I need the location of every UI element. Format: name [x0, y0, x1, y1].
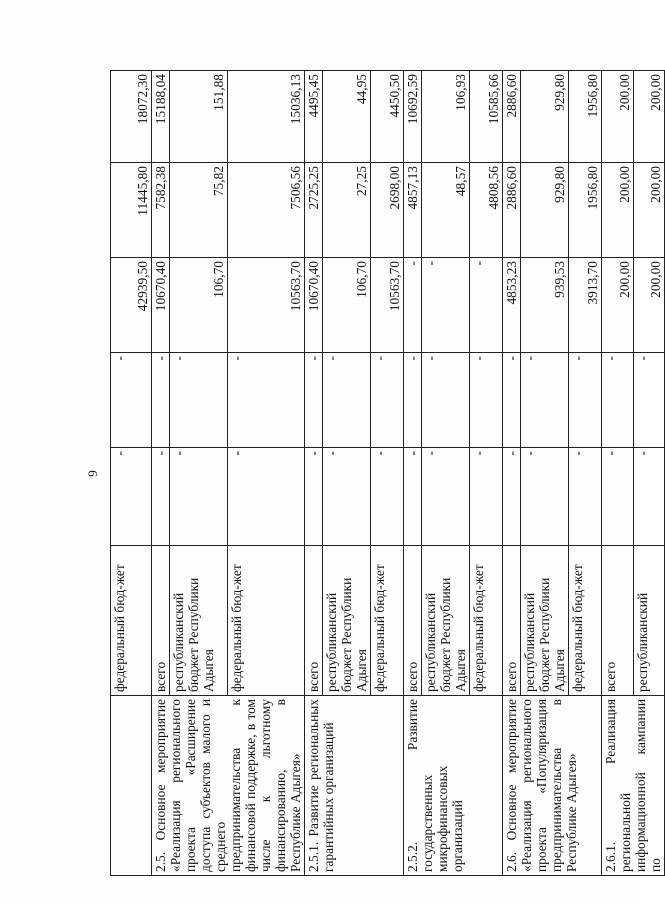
value-cell: -: [111, 353, 152, 448]
value-cell: 2886,60: [503, 163, 521, 258]
funding-source: федеральный бюд-жет: [470, 546, 503, 696]
value-cell: -: [305, 448, 323, 546]
budget-table: [110, 70, 665, 876]
value-cell: 929,80: [521, 71, 569, 163]
rotated-content: [85, 71, 663, 876]
funding-source: всего: [602, 546, 634, 696]
value-cell: -: [404, 448, 422, 546]
funding-source: всего: [305, 546, 323, 696]
value-cell: 10585,66: [470, 71, 503, 163]
value-cell: 151,88: [170, 71, 228, 163]
value-cell: -: [152, 353, 170, 448]
value-cell: 3913,70: [569, 258, 602, 353]
funding-source: всего: [503, 546, 521, 696]
value-cell: 4450,50: [371, 71, 404, 163]
value-cell: -: [633, 448, 665, 546]
value-cell: 200,00: [602, 258, 634, 353]
value-cell: -: [404, 353, 422, 448]
value-cell: -: [111, 448, 152, 546]
value-cell: 42939,50: [111, 258, 152, 353]
value-cell: 4808,56: [470, 163, 503, 258]
value-cell: 11445,80: [111, 163, 152, 258]
value-cell: 200,00: [602, 163, 634, 258]
value-cell: -: [569, 353, 602, 448]
value-cell: 1956,80: [569, 71, 602, 163]
value-cell: -: [602, 448, 634, 546]
value-cell: 106,70: [170, 258, 228, 353]
table-row: [404, 71, 422, 876]
funding-source: республиканский: [633, 546, 665, 696]
value-cell: 10563,70: [227, 258, 304, 353]
value-cell: -: [470, 448, 503, 546]
value-cell: -: [521, 448, 569, 546]
value-cell: 44,95: [323, 71, 371, 163]
value-cell: 929,80: [521, 163, 569, 258]
table-row: [602, 71, 634, 876]
value-cell: 10670,40: [152, 258, 170, 353]
value-cell: 15188,04: [152, 71, 170, 163]
value-cell: 7582,38: [152, 163, 170, 258]
table-row: [503, 71, 521, 876]
event-name: 2.6. Основное мероприятие «Реализация регионального проекта «Популяризация предпринимательства в Республике Адыгея»: [503, 696, 602, 876]
value-cell: 200,00: [633, 163, 665, 258]
value-cell: 10692,59: [404, 71, 422, 163]
value-cell: 48,57: [422, 163, 470, 258]
value-cell: -: [227, 353, 304, 448]
value-cell: -: [305, 353, 323, 448]
value-cell: 27,25: [323, 163, 371, 258]
value-cell: 4857,13: [404, 163, 422, 258]
value-cell: -: [422, 448, 470, 546]
value-cell: -: [503, 353, 521, 448]
value-cell: 7506,56: [227, 163, 304, 258]
value-cell: -: [470, 353, 503, 448]
funding-source: федеральный бюд-жет: [569, 546, 602, 696]
value-cell: -: [371, 448, 404, 546]
funding-source: федеральный бюд-жет: [227, 546, 304, 696]
value-cell: 10563,70: [371, 258, 404, 353]
value-cell: -: [323, 448, 371, 546]
value-cell: -: [170, 448, 228, 546]
value-cell: -: [404, 258, 422, 353]
event-name: 2.6.1. Реализация региональной информационной кампании по: [602, 696, 665, 876]
value-cell: 4495,45: [305, 71, 323, 163]
value-cell: 18072,30: [111, 71, 152, 163]
value-cell: 939,53: [521, 258, 569, 353]
value-cell: 106,93: [422, 71, 470, 163]
funding-source: всего: [404, 546, 422, 696]
table-row: [152, 71, 170, 876]
table-row: [111, 71, 152, 876]
value-cell: -: [602, 353, 634, 448]
event-name: 2.5. Основное мероприятие «Реализация регионального проекта «Расширение доступа субъектов малого и среднего предпринимательства к финансовой поддержке, в том числе к льготному финансированию, в Республике Адыгея»: [152, 696, 305, 876]
value-cell: -: [470, 258, 503, 353]
event-name: 2.5.2. Развитие государственных микрофинансовых организаций: [404, 696, 503, 876]
value-cell: -: [323, 353, 371, 448]
value-cell: 1956,80: [569, 163, 602, 258]
funding-source: республиканский бюджет Республики Адыгея: [323, 546, 371, 696]
event-name: 2.5.1. Развитие региональных гарантийных организаций: [305, 696, 404, 876]
value-cell: -: [422, 258, 470, 353]
value-cell: -: [633, 353, 665, 448]
value-cell: -: [227, 448, 304, 546]
funding-source: федеральный бюд-жет: [111, 546, 152, 696]
value-cell: -: [422, 353, 470, 448]
value-cell: -: [503, 448, 521, 546]
funding-source: республиканский бюджет Республики Адыгея: [422, 546, 470, 696]
funding-source: всего: [152, 546, 170, 696]
value-cell: -: [152, 448, 170, 546]
page-number: 9: [85, 470, 100, 477]
value-cell: 4853,23: [503, 258, 521, 353]
value-cell: 15036,13: [227, 71, 304, 163]
value-cell: 2698,00: [371, 163, 404, 258]
funding-source: республиканский бюджет Республики Адыгея: [170, 546, 228, 696]
value-cell: -: [569, 448, 602, 546]
event-name: [111, 696, 152, 876]
value-cell: 2725,25: [305, 163, 323, 258]
value-cell: 2886,60: [503, 71, 521, 163]
value-cell: -: [371, 353, 404, 448]
value-cell: 200,00: [602, 71, 634, 163]
value-cell: 200,00: [633, 71, 665, 163]
value-cell: 106,70: [323, 258, 371, 353]
funding-source: федеральный бюд-жет: [371, 546, 404, 696]
table-row: [305, 71, 323, 876]
funding-source: республиканский бюджет Республики Адыгея: [521, 546, 569, 696]
value-cell: 75,82: [170, 163, 228, 258]
value-cell: -: [521, 353, 569, 448]
value-cell: 200,00: [633, 258, 665, 353]
value-cell: -: [170, 353, 228, 448]
value-cell: 10670,40: [305, 258, 323, 353]
